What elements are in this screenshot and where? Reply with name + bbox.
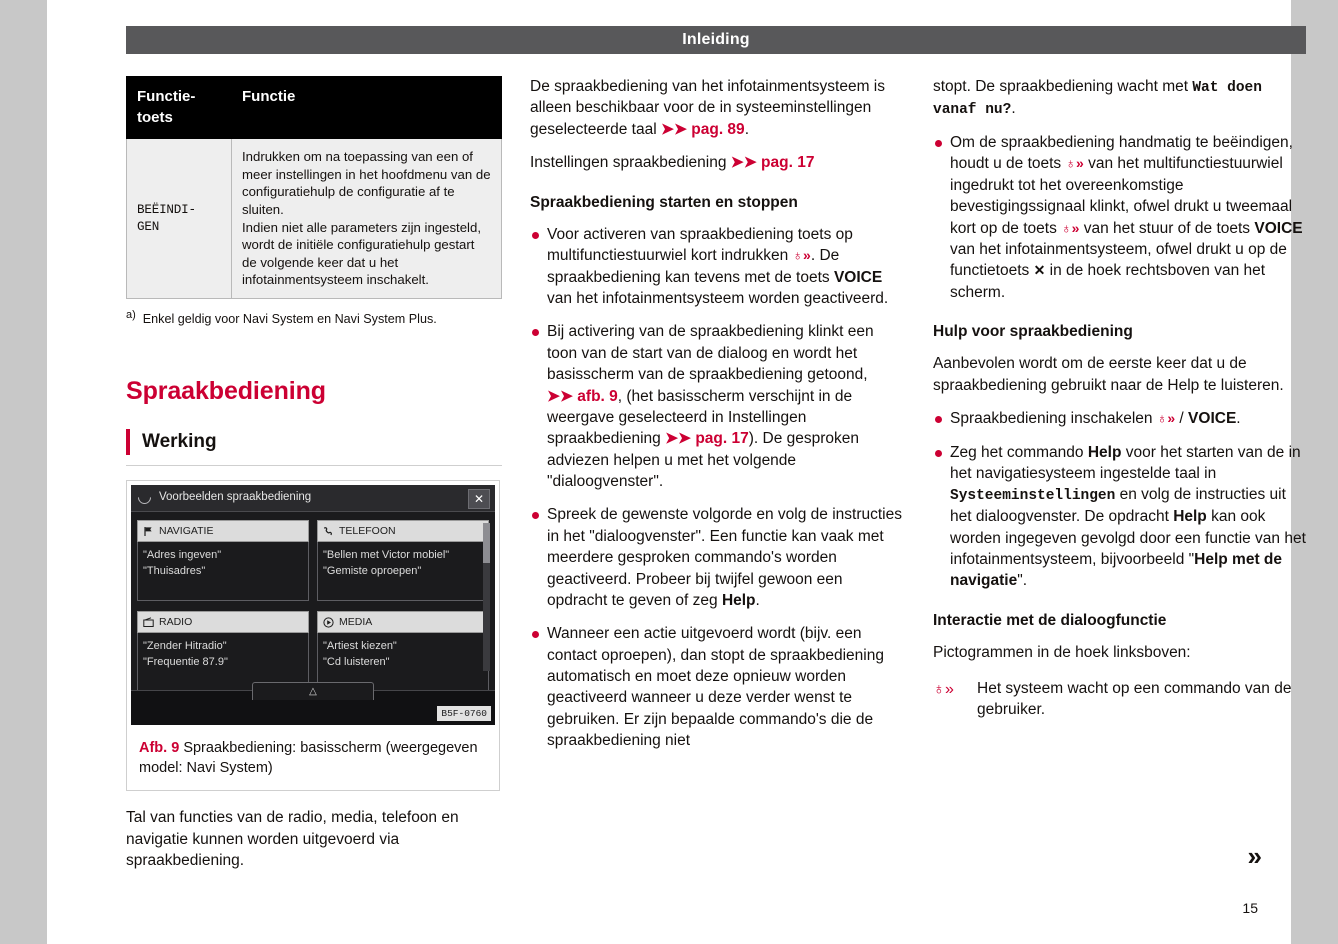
text: .	[744, 120, 749, 138]
system-settings-label: Systeeminstellingen	[950, 488, 1116, 505]
footnote-marker: a)	[126, 308, 136, 321]
tile-line: "Zender Hitradio"	[143, 640, 227, 653]
bullet-activate-voice	[530, 224, 902, 310]
help-command-label: Help	[1173, 508, 1207, 526]
tile-body-telefoon	[317, 542, 489, 601]
section-title: Spraakbediening	[126, 377, 326, 406]
text: Bij activering van de spraakbediening klinkt een toon van de start van de dialoog en wordt het basisscherm van de spraakbediening getoond,	[547, 323, 874, 384]
heading-start-stop: Spraakbediening starten en stoppen	[530, 193, 798, 211]
reference-pag-89[interactable]: ➤➤ pag. 89	[660, 120, 745, 138]
text: .	[755, 591, 760, 609]
text: kan ook worden ingegeven gevolgd door een functie van het infotainmentsysteem, bijvoorbeeld "	[950, 508, 1306, 568]
text: Instellingen spraakbediening	[530, 154, 731, 172]
text: Wanneer een actie uitgevoerd wordt (bijv. een contact oproepen), dan stopt de spraakbediening automatisch en moet deze opnieuw worden geactiveerd wanneer u deze verder wenst te gebruiken. Er zijn bepaalde commando's die de spraakbediening niet	[547, 625, 884, 750]
column-left	[126, 76, 502, 883]
tile-line: "Bellen met Victor mobiel"	[323, 549, 450, 562]
text: voor het starten van de in het navigatiesysteem ingestelde taal in	[950, 443, 1301, 482]
continue-arrow-icon: »	[1247, 841, 1258, 871]
paragraph-pictograms: Pictogrammen in de hoek linksboven:	[933, 644, 1191, 662]
tile-header-radio[interactable]	[137, 611, 309, 633]
tile-label: RADIO	[159, 615, 193, 628]
screen-footer	[131, 685, 495, 725]
page	[47, 0, 1306, 944]
text: , (het basisscherm verschijnt in de weergave geselecteerd in Instellingen spraakbediening	[547, 387, 853, 448]
table-cell-description: Indrukken om na toepassing van een of meer instellingen in het hoofdmenu van de configuratiehulp de configuratie af te sluiten. Indien niet alle parameters zijn ingesteld, wordt de initiële configuratiehulp gestart de volgende keer dat u het infotainmentsysteem inschakelt.	[232, 139, 502, 298]
help-command-label: Help	[1087, 443, 1122, 461]
speech-wait-icon: ♁»	[933, 680, 954, 698]
voice-key-label: VOICE	[1188, 410, 1237, 428]
reference-pag-17[interactable]: ➤➤ pag. 17	[730, 154, 815, 172]
tile-line: "Thuisadres"	[143, 564, 206, 577]
text: /	[1175, 410, 1189, 428]
voice-button-icon: ♁»	[1061, 219, 1080, 236]
close-icon[interactable]: ✕	[468, 489, 490, 509]
tile-line: "Gemiste oproepen"	[323, 564, 422, 577]
pictogram-description: Het systeem wacht op een commando van de gebruiker.	[977, 679, 1292, 718]
subsection-rule	[126, 465, 502, 466]
flag-icon	[143, 526, 154, 537]
page-header	[126, 26, 1306, 54]
screen-title-text: Voorbeelden spraakbediening	[159, 491, 312, 504]
heading-help: Hulp voor spraakbediening	[933, 323, 1133, 340]
text: van het multifunctiestuurwiel ingedrukt tot het overeenkomstige bevestigingssignaal klinkt, ofwel drukt u tweemaal kort op de toets	[950, 155, 1293, 237]
reference-pag-17-b[interactable]: ➤➤ pag. 17	[665, 430, 749, 448]
screen-up-arrow[interactable]: △	[252, 682, 374, 700]
tile-header-media[interactable]	[317, 611, 489, 633]
voice-button-icon: ♁»	[1065, 155, 1084, 172]
function-key-table	[126, 76, 502, 299]
footnote-text: Enkel geldig voor Navi System en Navi System Plus.	[142, 311, 437, 326]
text: .	[1011, 100, 1016, 117]
tile-column-left	[137, 520, 309, 692]
text: ). De gesproken adviezen helpen u met het volgende "dialoogvenster".	[547, 430, 860, 490]
text: De spraakbediening van het infotainmentsysteem is alleen beschikbaar voor de in systeeminstellingen geselecteerde taal	[530, 78, 885, 138]
figure-caption-text: Spraakbediening: basisscherm (weergegeven model: Navi System)	[139, 740, 478, 776]
figure-caption-label: Afb. 9	[139, 740, 180, 757]
column-middle	[530, 76, 902, 764]
text: van het infotainmentsysteem, ofwel drukt u op de functietoets	[950, 240, 1287, 280]
tile-column-right	[317, 520, 489, 692]
column-right	[933, 76, 1306, 720]
table-header-functie-toets: Functie-toets	[127, 77, 232, 139]
phone-icon	[323, 526, 334, 537]
tile-spacer	[137, 601, 309, 611]
voice-button-icon: ♁»	[792, 247, 811, 264]
pictogram-row	[933, 678, 1306, 721]
screen-tiles	[131, 512, 495, 692]
paragraph-continued	[933, 76, 1306, 120]
text: ".	[1017, 572, 1028, 590]
text: . De spraakbediening kan tevens met de toets	[547, 247, 840, 286]
text: Voor activeren van spraakbediening toets op multifunctiestuurwiel kort indrukken	[547, 225, 853, 265]
infotainment-screen	[131, 485, 495, 725]
tile-label: TELEFOON	[339, 524, 396, 537]
bullet-enable-voice	[933, 408, 1306, 429]
radio-icon	[143, 617, 154, 628]
figure-code: B5F-0760	[437, 706, 491, 721]
help-command-label: Help	[721, 591, 756, 609]
table-cell-key: BEËINDI- GEN	[127, 139, 232, 298]
table-header-row	[127, 77, 502, 139]
bullet-manual-stop	[933, 132, 1306, 303]
subsection-title: Werking	[126, 429, 502, 455]
bullet-say-help	[933, 442, 1306, 592]
media-icon	[323, 617, 334, 628]
tile-line: "Frequentie 87.9"	[143, 655, 228, 668]
figure-caption	[127, 729, 499, 790]
tile-line: "Artiest kiezen"	[323, 640, 397, 653]
bullet-activation-tone	[530, 321, 902, 492]
close-icon: ✕	[1033, 262, 1046, 279]
bullet-auto-stop	[530, 623, 902, 751]
reference-afb-9[interactable]: ➤➤ afb. 9	[547, 387, 618, 405]
tile-header-telefoon[interactable]	[317, 520, 489, 542]
tile-label: MEDIA	[339, 615, 373, 628]
table-header-functie: Functie	[232, 77, 502, 139]
text: van het stuur of de toets	[1079, 219, 1255, 237]
voice-key-label: VOICE	[1254, 219, 1303, 237]
text: en volg de instructies uit het dialoogvenster. De opdracht	[950, 486, 1286, 526]
tile-label: NAVIGATIE	[159, 524, 214, 537]
paragraph-language-availability	[530, 76, 902, 140]
text: van het infotainmentsysteem worden geactiveerd.	[547, 290, 889, 307]
scrollbar-thumb[interactable]	[483, 523, 490, 563]
help-navigation-example: Help met de navigatie	[950, 551, 1283, 590]
table-row	[127, 139, 502, 298]
tile-line: "Adres ingeven"	[143, 549, 222, 562]
column-left-closing-paragraph: Tal van functies van de radio, media, telefoon en navigatie kunnen worden uitgevoerd via spraakbediening.	[126, 809, 459, 869]
tile-body-navigatie	[137, 542, 309, 601]
voice-key-label: VOICE	[833, 268, 883, 286]
voice-wait-icon	[137, 491, 151, 505]
paragraph-help-recommendation: Aanbevolen wordt om de eerste keer dat u de spraakbediening gebruikt naar de Help te luisteren.	[933, 355, 1284, 394]
screen-scrollbar[interactable]	[483, 523, 490, 671]
text: Spreek de gewenste volgorde en volg de instructies in het "dialoogvenster". Een functie kan vaak met meerdere gesproken commando's worden geactiveerd. Probeer bij twijfel gewoon een opdracht te geven of zeg	[547, 506, 902, 609]
text: stopt. De spraakbediening wacht met	[933, 78, 1193, 95]
text: Spraakbediening inschakelen	[950, 410, 1157, 428]
tile-header-navigatie[interactable]	[137, 520, 309, 542]
system-prompt-text: Wat doen vanaf nu?	[933, 80, 1262, 118]
screen-titlebar	[131, 485, 495, 512]
text: .	[1236, 410, 1241, 428]
header-title: Inleiding	[682, 31, 750, 48]
figure-block	[126, 480, 500, 791]
text: Om de spraakbediening handmatig te beëindigen, houdt u de toets	[950, 134, 1293, 173]
bullet-speak-commands	[530, 504, 902, 611]
voice-button-icon: ♁»	[1156, 410, 1176, 427]
table-footnote	[126, 308, 502, 329]
tile-spacer	[317, 601, 489, 611]
tile-line: "Cd luisteren"	[323, 655, 390, 668]
text: in de hoek rechtsboven van het scherm.	[950, 262, 1266, 301]
paragraph-settings-reference	[530, 152, 902, 173]
heading-interactie: Interactie met de dialoogfunctie	[933, 611, 1167, 629]
text: Zeg het commando	[950, 443, 1088, 461]
page-number: 15	[1242, 900, 1258, 916]
